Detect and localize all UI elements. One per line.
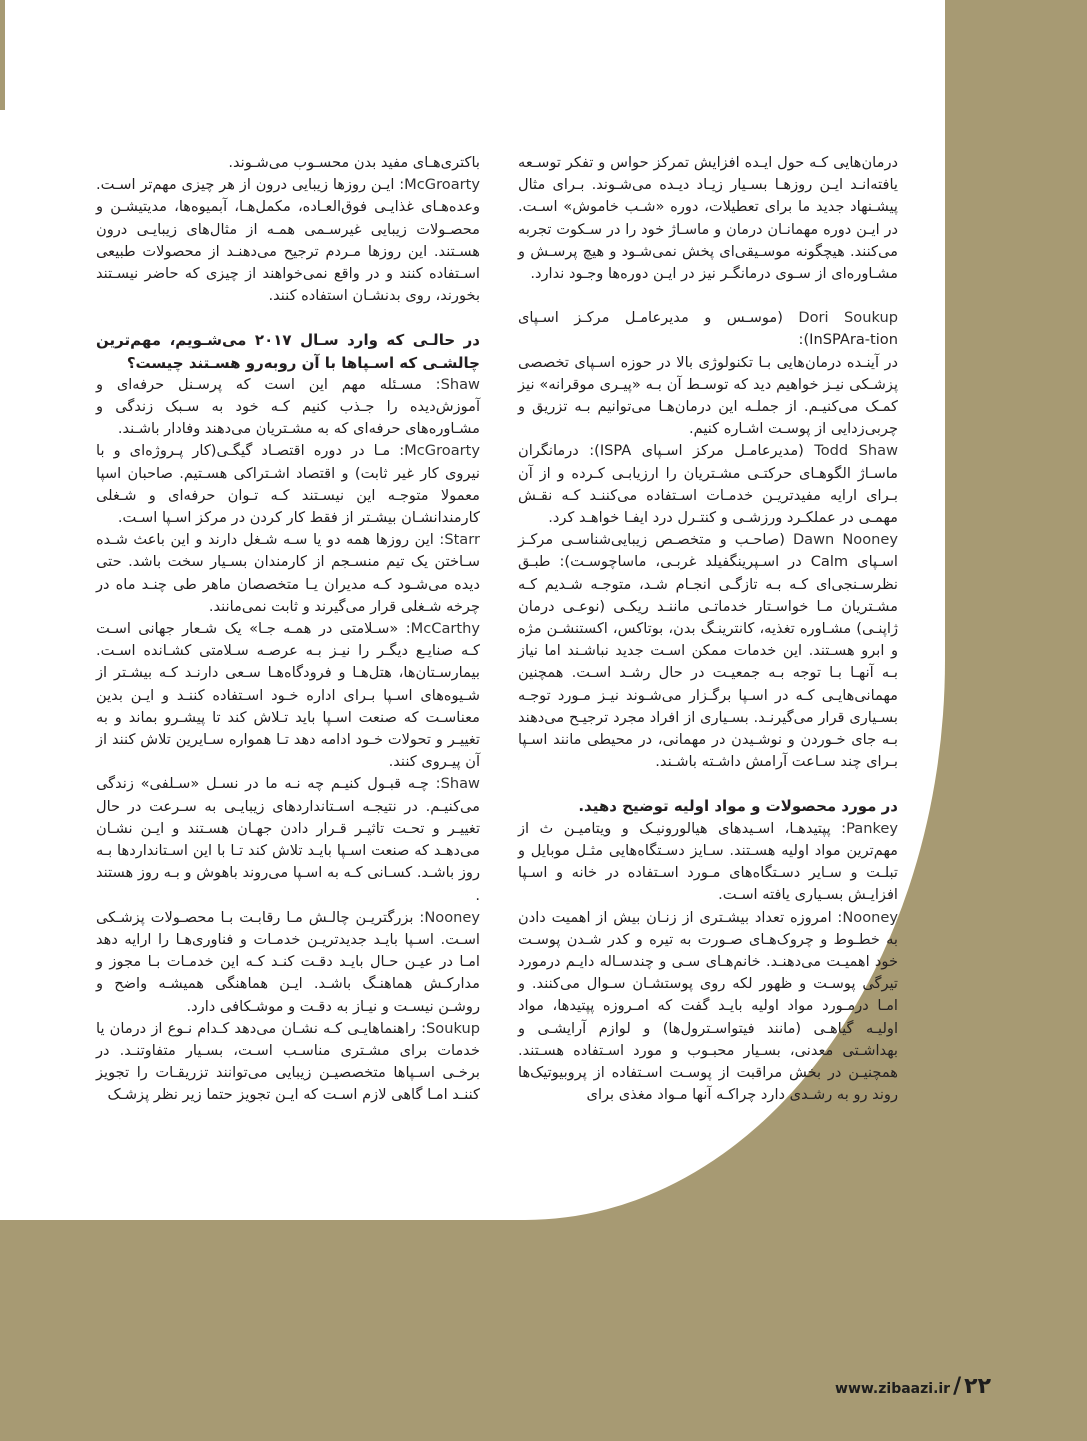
paragraph-text: : بزرگتریـن چالـش مـا رقابـت بـا محصـولات پزشـکی اسـت. اسـپا بایـد جدیدتریـن خدمـات و فناوری‌هـا را ارایه دهد امـا در عیـن حـال بایـد دقـت کنـد کـه این خدمـات بـا مجوز و مدارکـش هماهنـگ باشـد. ایـن هماهنگی همیشـه واضح و روشـن نیسـت و نیـاز به دقـت و موشـکافی دارد. [96, 908, 480, 1015]
paragraph-text: : پپتیدهـا، اسـیدهای هیالورونیـک و ویتامیـن ث از مهم‌ترین مواد اولیه هسـتند. سـایز دسـتگاه‌هایی مثـل موبایل و تبلـت و سـایر دسـتگاه‌های مـورد اسـتفاده در خانه و اسـپا افزایـش بسـیاری یافته اسـت. [518, 819, 898, 904]
top-left-accent [0, 0, 5, 110]
page-footer [835, 1374, 991, 1399]
paragraph [518, 907, 898, 1107]
paragraph-text: : مـا در دوره اقتصـاد گیگـی(کار پـروژه‌ای و با نیروی کار غیر ثابت) و اقتصاد اشـتراکی هسـتیم. صاحبان اسپا معمولا متوجـه این نیسـتند کـه تـوان حرفه‌ای و شـغلی کارمندانشـان بیشـتر از فقط کار کردن در مرکز اسـپا اسـت. [96, 442, 480, 527]
paragraph-text: : امروزه تعداد بیشـتری از زنـان بیش از اهمیت دادن به خطـوط و چروک‌هـای صـورت به تیره و کدر شـدن پوسـت خود اهمیـت می‌دهنـد. خانم‌هـای سـی و چندسـاله دایـم درمورد تیرگی پوسـت و ظهور لکه روی پوستشـان سـوال می‌کنند. و امـا درمـورد مواد اولیه بایـد گفت که امـروزه پپتیدها، مواد اولیـه گیاهـی (مانند فیتواسـترول‌ها) و لوازم آرایشـی و بهداشـتی معدنی، بسـیار محبـوب و مورد اسـتفاده هسـتند. همچنیـن در بخش مراقبت از پوسـت اسـتفاده از پروبیوتیک‌ها روند رو به رشـدی دارد چراکـه آنها مـواد مغذی برای [518, 908, 898, 1104]
paragraph-text: درمان‌هایی کـه حول ایـده افزایش تمرکز حواس و تفکر توسـعه یافته‌انـد ایـن روزهـا بسـیار زیـاد دیـده می‌شـوند. بـرای مثال پیشـنهاد جدید ما برای تعطیلات، دوره «شـب خاموش» اسـت. در ایـن دوره مهمانـان درمان و ماسـاژ خود را در سـکوت تجربه می‌کنند. هیچگونه موسـیقی‌ای پخش نمی‌شـود و هیچ پرسـش و مشـاوره‌ای از سـوی درمانگـر نیز در ایـن دوره‌ها وجـود ندارد. [518, 154, 898, 283]
paragraph-text: : این روزها همه دو یا سـه شـغل دارند و این باعث شـده سـاختن یک تیم منسـجم از کارمندان بسـیار سخت باشد. حتی دیده می‌شـود کـه مدیران یـا متخصصان ماهر طی چنـد ماه در چرخه شـغلی قرار می‌گیرند و ثابت نمی‌مانند. [96, 531, 480, 615]
speaker-name: Soukup [426, 1019, 480, 1037]
paragraph-text: : ایـن روزها زیبایی درون از هر چیزی مهم‌تر اسـت. وعده‌هـای غذایـی فوق‌العـاده، مکمل‌هـا، آبمیوه‌ها، مدیتیشـن و محصـولات زیبایی غیرسـمی همـه از مثال‌های زیبایـی درون هسـتند. این روزها مـردم ترجیح می‌دهنـد از محصولات طبیعی اسـتفاده کنند و در واقع نمی‌خواهند از چیزی که حاضر نیسـتند بخورند، روی بدنشـان استفاده کنند. [96, 176, 480, 305]
website-url[interactable]: www.zibaazi.ir [835, 1381, 951, 1397]
paragraph [96, 152, 480, 174]
speaker-name: Dawn Nooney [792, 531, 898, 549]
speaker-name: Starr [444, 531, 480, 549]
paragraph [96, 773, 480, 906]
paragraph-text: (صاحـب و متخصـص زیبایی‌شناسـی مرکـز اسـپای Calm در اسـپرینگفیلد غربـی، ماساچوسـت): طبـق نظرسـنجی‌ای کـه بـه تازگـی انجـام شـد، متوجـه شـدیم کـه مشـتریان مـا خواسـتار خدماتـی ماننـد ریکـی (نوعـی درمان ژاپنـی) مشـاوره تغذیه، کانترینـگ بدن، بوتاکس، اکستنشـن مژه و ابرو هسـتند. این خدمات ممکن اسـت جدید نباشـند اما نیاز بـه آنهـا بـا توجه بـه جمعیـت در حال رشـد اسـت. همچنین مهمانی‌هایـی کـه در اسـپا برگـزار می‌شـوند نیـز مـورد توجـه بسـیاری قرار می‌گیرنـد. بسـیاری از افراد مجرد ترجیـح می‌دهند بـه جای خـوردن و نوشـیدن در مهمانی، در محیطی مانند اسـپا بـرای چند سـاعت آرامش داشـته باشـند. [518, 531, 898, 771]
speaker-name: McGroarty [404, 176, 480, 194]
paragraph-text: : راهنماهایـی کـه نشـان می‌دهد کـدام نـوع از درمان یا خدمات برای مشـتری مناسـب اسـت، بسـیار متفاوتنـد. در برخـی اسـپاها متخصصیـن زیبایی می‌توانند تزریقـات را تجویز کننـد امـا گاهی لازم اسـت که ایـن تجویز حتما زیر نظر پزشـک [96, 1019, 480, 1104]
paragraph-text: : چـه قبـول کنیـم چه نـه ما در نسـل «سـلفی» زندگی می‌کنیـم. در نتیجـه اسـتانداردهای زیبایـی به سـرعت در حال تغییـر و تحـت تاثیـر قـرار دادن جهـان هسـتند و ایـن نشـان می‌دهـد که صنعت اسـپا بایـد تلاش کند تـا با این اسـتانداردها بـه روز باشـد. کسـانی کـه به اسـپا می‌روند باهوش و بـه روز هستند . [96, 775, 480, 904]
speaker-name: Nooney [842, 908, 898, 926]
paragraph-text: (موسـس و مدیرعامـل مرکـز اسـپای InSPAra-tion): [518, 309, 898, 349]
speaker-name: Nooney [424, 908, 480, 926]
page-number: ۲۲ [964, 1374, 991, 1399]
article-column-right [518, 152, 898, 1106]
paragraph-text: در آینـده درمان‌هایی بـا تکنولوژی بالا در حوزه اسـپای تخصصی پزشـکی نیـز خواهیم دید که توسـط آن بـه «پیـری موقرانه» نیز کمـک می‌کنیـم. از جملـه این درمان‌هـا می‌توانیم بـه تزریق و چربی‌زدایی از پوسـت اشـاره کنیم. [518, 353, 898, 438]
footer-separator: / [953, 1374, 962, 1399]
article-column-left [96, 152, 480, 1107]
speaker-name: Shaw [440, 775, 480, 793]
paragraph [518, 440, 898, 529]
paragraph [518, 352, 898, 441]
paragraph [96, 440, 480, 529]
speaker-name: Dori Soukup [798, 309, 898, 327]
paragraph-text: (مدیرعامـل مرکز اسـپای ISPA): درمانگران ماسـاژ الگوهـای حرکتـی مشـتریان را ارزیابـی کـرده و از آن بـرای ارایه مفیدتریـن خدمـات اسـتفاده می‌کننـد کـه نقـش مهمـی در عملکـرد ورزشـی و کنتـرل درد ایفـا خواهـد کرد. [518, 442, 898, 527]
paragraph-text: : مسـئله مهم این است که پرسـنل حرفه‌ای و آموزش‌دیده را جـذب کنیم کـه خود به سـبک زندگی و مشـاوره‌های حرفه‌ای که به مشـتریان می‌دهند وفادار باشـند. [96, 375, 480, 438]
paragraph [96, 618, 480, 773]
speaker-name: Pankey [846, 819, 898, 837]
paragraph [518, 818, 898, 907]
paragraph [96, 907, 480, 1018]
paragraph [96, 1018, 480, 1107]
speaker-name: Todd Shaw [814, 442, 899, 460]
speaker-name: Shaw [440, 375, 480, 393]
speaker-name: McCarthy [410, 620, 480, 638]
section-heading: در حالـی که وارد سـال ۲۰۱۷ می‌شـویم، مهم‌ترین چالشـی که اسـپاها با آن روبه‌رو هسـتند چیست؟ [96, 331, 480, 372]
paragraph [518, 529, 898, 773]
paragraph [96, 174, 480, 307]
paragraph-text: باکتری‌هـای مفید بدن محسـوب می‌شـوند. [228, 154, 480, 171]
paragraph [96, 529, 480, 618]
paragraph-text: : «سـلامتی در همـه جـا» یک شـعار جهانی اسـت کـه صنایـع دیگـر را نیـز بـه عرصـه سـلامتی کشـانده اسـت. بیمارسـتان‌ها، هتل‌هـا و فرودگاه‌هـا سـعی دارنـد کـه بیشـتر از شـیوه‌های اسـپا بـرای اداره خـود اسـتفاده کننـد و ایـن بدین معناسـت که صنعت اسـپا باید تـلاش کند تا پیشـرو بماند و به تغییـر و تحولات خـود ادامه دهد تـا همواره سـایرین تلاش کنند از آن پیـروی کنند. [96, 620, 480, 771]
paragraph [518, 307, 898, 351]
speaker-name: McGroarty [404, 442, 480, 460]
section-heading: در مورد محصولات و مواد اولیه توضیح دهید. [578, 797, 898, 816]
paragraph [96, 374, 480, 441]
paragraph [518, 152, 898, 285]
